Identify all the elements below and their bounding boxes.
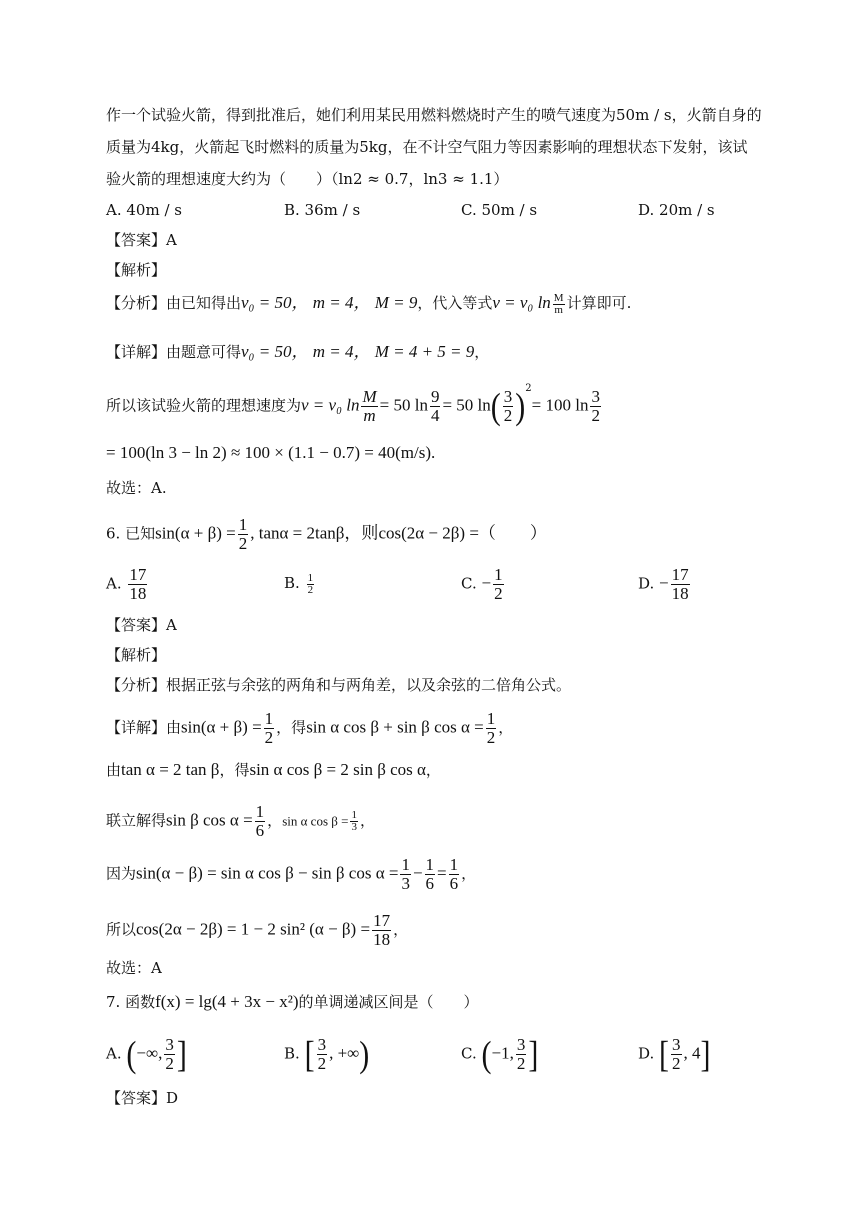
q6-xiangjie-line5 xyxy=(106,912,408,949)
right-bracket: ] xyxy=(700,1033,711,1075)
line-prefix: 联立解得 xyxy=(106,811,167,830)
q6-xiangjie-line4 xyxy=(106,856,476,893)
stem-expr: f(x) = lg(4 + 3x − x²) xyxy=(155,992,299,1011)
frac-den: 2 xyxy=(486,728,496,747)
q6-analysis-label: 【解析】 xyxy=(106,646,167,664)
q5-frac-9-4 xyxy=(430,388,441,425)
q5-speed-expr4: = 100 ln xyxy=(531,395,589,415)
option-label: B. xyxy=(284,574,300,592)
q6-guxuan: 故选：A xyxy=(106,959,162,977)
left-bracket: [ xyxy=(304,1033,315,1075)
right-bracket: ] xyxy=(176,1033,187,1075)
q6-option-b xyxy=(284,572,316,596)
frac-num: 3 xyxy=(672,1035,681,1054)
frac-3-2 xyxy=(317,1036,328,1073)
q5-xiangjie-prefix: 【详解】由题意可得 xyxy=(106,343,242,361)
line-prefix: 由 xyxy=(106,761,122,779)
frac-num: 3 xyxy=(516,1035,526,1054)
expr: sin α cos β + sin β cos α = xyxy=(306,717,484,737)
q5-speed-line xyxy=(106,382,603,427)
line-prefix: 因为 xyxy=(106,864,137,883)
expr: sin(α − β) = sin α cos β − sin β cos α = xyxy=(136,863,399,883)
option-sign: − xyxy=(659,573,669,593)
frac-num: 1 xyxy=(401,855,410,874)
line-end: ， xyxy=(425,761,441,779)
q5-xiangjie xyxy=(106,341,489,363)
option-expr: −1, xyxy=(491,1043,514,1063)
right-bracket: ] xyxy=(528,1033,539,1075)
option-expr: −∞, xyxy=(136,1043,163,1063)
frac-den: 3 xyxy=(351,821,357,833)
q5-fenxi-fraction xyxy=(553,293,565,316)
option-frac xyxy=(307,573,315,596)
q5-fenxi-mid: ，代入等式 xyxy=(417,294,493,312)
option-expr: , +∞ xyxy=(329,1043,360,1063)
frac-num: 1 xyxy=(494,565,503,584)
q5-line2: 质量为4kg，火箭起飞时燃料的质量为5kg，在不计空气阻力等因素影响的理想状态下发射，该试 xyxy=(106,138,748,156)
frac-num: 3 xyxy=(165,1035,174,1054)
expr: cos(2α − 2β) = 1 − 2 sin² (α − β) = xyxy=(136,919,371,939)
expr: sin(α + β) = xyxy=(181,717,262,737)
q7-option-b xyxy=(284,1033,370,1075)
option-frac xyxy=(671,566,690,603)
q6-stem-expr2: , tanα = 2tanβ，则 xyxy=(250,523,379,543)
frac-den: 2 xyxy=(307,583,314,596)
q5-speed-expr1: v = v₀ ln xyxy=(301,395,360,415)
frac-den: 3 xyxy=(401,874,410,893)
frac-den: 2 xyxy=(238,534,248,553)
left-bracket: ( xyxy=(126,1033,137,1075)
q6-stem-expr3: cos(2α − 2β) =（ ） xyxy=(378,523,547,543)
q5-speed-prefix: 所以该试验火箭的理想速度为 xyxy=(106,396,302,415)
frac-den: 2 xyxy=(516,1054,526,1073)
frac-den: 2 xyxy=(503,406,513,425)
frac-num: 1 xyxy=(449,855,459,874)
expr: sin β cos α = xyxy=(166,810,253,830)
q5-calc-line: = 100(ln 3 − ln 2) ≈ 100 × (1.1 − 0.7) = 40(m/s). xyxy=(106,443,436,462)
frac-num: 17 xyxy=(373,911,391,930)
expr: sin α cos β = xyxy=(282,813,349,829)
q5-option-d: D. 20m / s xyxy=(638,201,715,219)
stem-suffix: 的单调递减区间是（ ） xyxy=(298,993,479,1011)
frac-num: 3 xyxy=(317,1035,327,1054)
line-end: ， xyxy=(393,920,409,939)
left-bracket: [ xyxy=(659,1033,670,1075)
frac-den: 6 xyxy=(449,874,459,893)
option-label: D. xyxy=(638,574,655,593)
q5-option-b: B. 36m / s xyxy=(284,201,361,219)
q6-option-d xyxy=(638,566,692,603)
frac-one-half xyxy=(264,710,275,747)
option-label: C. xyxy=(461,1044,477,1063)
frac-one-sixth xyxy=(449,856,460,893)
expr: sin α cos β = 2 sin β cos α xyxy=(249,760,426,779)
q6-stem-prefix: 6. 已知 xyxy=(106,524,156,543)
line-end: ， xyxy=(359,811,375,830)
frac-den: m xyxy=(554,303,563,316)
q5-frac-M-m xyxy=(361,388,377,425)
line-mid: ，得 xyxy=(276,718,307,737)
frac-num: 9 xyxy=(430,387,440,406)
q5-fenxi-prefix: 【分析】由已知得出 xyxy=(106,294,242,312)
frac-den: 18 xyxy=(671,584,689,603)
frac-den: 6 xyxy=(425,874,435,893)
frac-num: 3 xyxy=(503,387,513,406)
line-prefix: 【详解】由 xyxy=(106,718,182,737)
right-paren: ) xyxy=(515,385,526,427)
frac-one-sixth xyxy=(255,803,266,840)
frac-one-half xyxy=(486,710,497,747)
frac-den: 18 xyxy=(373,930,391,949)
q5-fenxi-suffix: 计算即可. xyxy=(566,294,632,312)
frac-num: 17 xyxy=(129,565,147,584)
q5-line3: 验火箭的理想速度大约为（ ）（ln2 ≈ 0.7，ln3 ≈ 1.1） xyxy=(106,170,509,188)
frac-den: 2 xyxy=(165,1054,174,1073)
option-label: A. xyxy=(106,574,122,593)
frac-num: 1 xyxy=(238,515,248,534)
frac-den: 2 xyxy=(264,728,274,747)
q6-option-a xyxy=(106,566,149,603)
frac-one-third xyxy=(400,856,411,893)
q5-option-a: A. 40m / s xyxy=(106,201,182,219)
equals: = xyxy=(437,863,447,883)
option-label: A. xyxy=(106,1044,122,1063)
q5-guxuan: 故选：A. xyxy=(106,479,167,497)
q5-fenxi-values: v₀ = 50， m = 4， M = 9 xyxy=(241,293,418,312)
frac-num: 3 xyxy=(591,387,600,406)
option-label: B. xyxy=(284,1044,300,1063)
left-bracket: ( xyxy=(481,1033,492,1075)
q6-option-c xyxy=(461,566,506,603)
q5-line1: 作一个试验火箭，得到批准后，她们利用某民用燃料燃烧时产生的喷气速度为50m / s，火箭自身的 xyxy=(106,106,762,124)
line-mid: ，得 xyxy=(219,761,250,779)
frac-den: 18 xyxy=(129,584,147,603)
q7-stem xyxy=(106,991,479,1013)
q5-speed-expr3: = 50 ln xyxy=(442,395,491,415)
q5-frac-3-2 xyxy=(503,388,514,425)
frac-num: M xyxy=(553,291,564,304)
line-prefix: 所以 xyxy=(106,920,137,939)
q6-stem-frac xyxy=(238,516,249,553)
frac-den: m xyxy=(363,406,376,425)
frac-den: 2 xyxy=(591,406,600,425)
option-label: C. xyxy=(461,574,477,593)
option-frac xyxy=(128,566,147,603)
frac-num: 1 xyxy=(264,709,274,728)
frac-den: 6 xyxy=(255,821,265,840)
q6-xiangjie-line1 xyxy=(106,710,513,747)
q5-xiangjie-end: ， xyxy=(474,343,490,361)
line-end: ， xyxy=(498,718,514,737)
q7-answer: 【答案】D xyxy=(106,1089,179,1107)
q5-fenxi-formula: v = v₀ ln xyxy=(492,293,551,312)
frac-one-third xyxy=(350,810,358,833)
q6-answer: 【答案】A xyxy=(106,616,177,634)
minus: − xyxy=(412,863,423,883)
option-frac xyxy=(493,566,504,603)
q5-option-c: C. 50m / s xyxy=(461,201,538,219)
q5-answer: 【答案】A xyxy=(106,231,177,249)
frac-num: 1 xyxy=(351,809,357,821)
q5-square: 2 xyxy=(525,382,532,394)
frac-3-2 xyxy=(516,1036,527,1073)
option-expr: , 4 xyxy=(683,1043,701,1063)
frac-den: 2 xyxy=(672,1054,681,1073)
q6-xiangjie-line3 xyxy=(106,803,375,840)
frac-one-sixth xyxy=(425,856,436,893)
q7-option-a xyxy=(106,1033,187,1075)
q6-stem xyxy=(106,516,547,553)
frac-den: 2 xyxy=(494,584,503,603)
line-mid: ， xyxy=(267,811,283,830)
frac-3-2 xyxy=(164,1036,175,1073)
frac-num: 1 xyxy=(425,855,435,874)
frac-num: 1 xyxy=(307,571,314,584)
right-bracket: ) xyxy=(359,1033,370,1075)
frac-17-18 xyxy=(372,912,391,949)
q7-option-c xyxy=(461,1033,539,1075)
frac-num: 1 xyxy=(486,709,496,728)
frac-3-2 xyxy=(671,1036,682,1073)
q5-fenxi xyxy=(106,292,631,316)
expr: tan α = 2 tan β xyxy=(121,760,220,779)
option-label: D. xyxy=(638,1044,655,1063)
q5-analysis-label: 【解析】 xyxy=(106,261,167,279)
frac-den: 2 xyxy=(317,1054,327,1073)
frac-den: 4 xyxy=(430,406,440,425)
q6-xiangjie-line2 xyxy=(106,759,441,781)
frac-num: 17 xyxy=(671,565,689,584)
q6-stem-expr1: sin(α + β) = xyxy=(155,523,236,543)
frac-num: 1 xyxy=(255,802,265,821)
line-end: ， xyxy=(461,864,477,883)
stem-prefix: 7. 函数 xyxy=(106,993,156,1011)
q7-option-d xyxy=(638,1033,711,1075)
q5-frac-3-2b xyxy=(590,388,601,425)
q5-speed-expr2: = 50 ln xyxy=(379,395,428,415)
option-sign: − xyxy=(481,573,492,593)
left-paren: ( xyxy=(490,385,501,427)
q5-xiangjie-values: v₀ = 50， m = 4， M = 4 + 5 = 9 xyxy=(241,342,475,361)
frac-num: M xyxy=(362,387,377,406)
q6-fenxi: 【分析】根据正弦与余弦的两角和与两角差，以及余弦的二倍角公式。 xyxy=(106,676,572,694)
